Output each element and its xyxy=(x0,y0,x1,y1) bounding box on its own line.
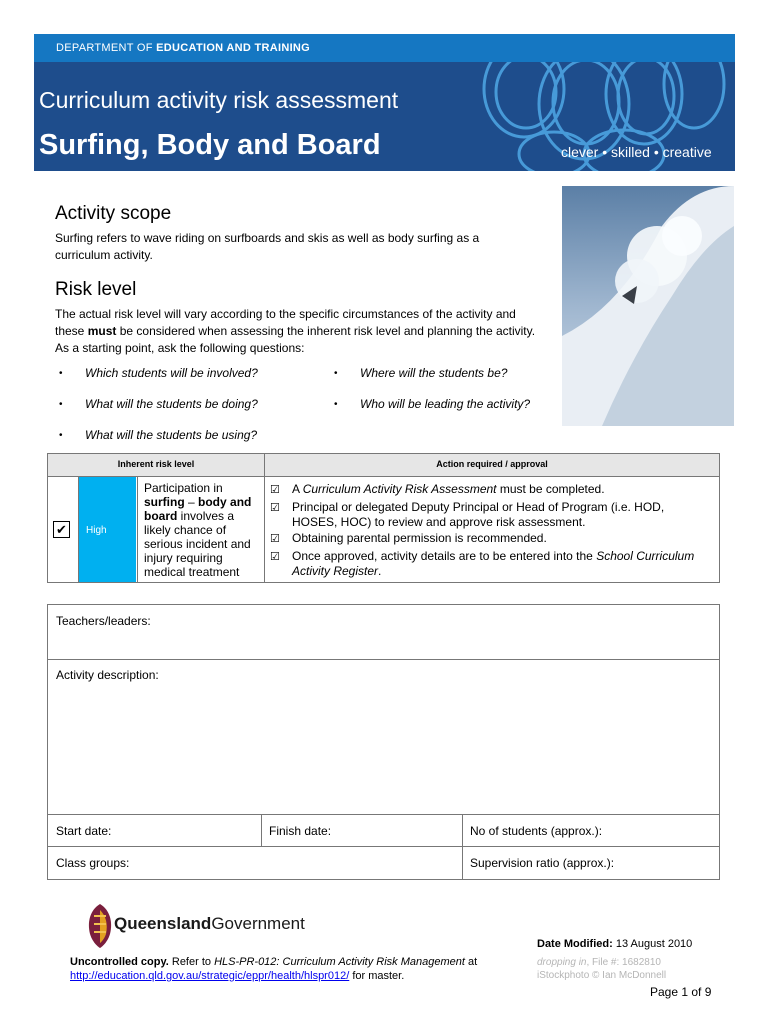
bullet-icon: • xyxy=(59,368,63,379)
risk-level-label: High xyxy=(86,525,107,536)
column-divider xyxy=(137,476,138,582)
action-item: Obtaining parental permission is recommended. xyxy=(292,531,547,545)
header-inherent-risk: Inherent risk level xyxy=(117,459,195,469)
queensland-crest-logo xyxy=(86,902,114,950)
risk-description: Participation in surfing – body and board involves a likely chance of serious incident and injury requiring medical treatment xyxy=(144,481,252,579)
risk-level-heading: Risk level xyxy=(55,279,137,300)
action-item: Principal or delegated Deputy Principal or Head of Program (i.e. HOD, HOSES, HOC) to review and approve risk assessment. xyxy=(292,500,665,529)
header-banner xyxy=(34,34,735,171)
document-subtitle: Curriculum activity risk assessment xyxy=(39,87,399,113)
action-item: A Curriculum Activity Risk Assessment must be completed. xyxy=(292,482,605,496)
class-groups-field[interactable]: Class groups: xyxy=(56,856,130,870)
risk-level-text: The actual risk level will vary according to the specific circumstances of the activity and these must be considered when assessing the inherent risk level and planning the activity. As a starting point, ask the following questions: xyxy=(55,307,536,355)
department-strip xyxy=(34,34,735,62)
row-divider xyxy=(48,659,719,660)
row-divider xyxy=(48,814,719,815)
risk-checkbox[interactable]: ✔ xyxy=(53,521,70,538)
page-number: Page 1 of 9 xyxy=(650,985,712,999)
bullet-icon: • xyxy=(334,368,338,379)
num-students-field[interactable]: No of students (approx.): xyxy=(470,824,603,838)
queensland-government-logo-text: QueenslandGovernment xyxy=(114,914,305,933)
master-document-link[interactable]: http://education.qld.gov.au/strategic/eppr/health/hlspr012/ xyxy=(70,970,350,982)
tagline: clever • skilled • creative xyxy=(561,144,712,160)
checkbox-ticked-icon: ☑ xyxy=(270,551,280,563)
action-item: Once approved, activity details are to be entered into the School Curriculum Activity Register. xyxy=(292,549,695,578)
row-divider xyxy=(48,846,719,847)
document-title: Surfing, Body and Board xyxy=(39,129,381,161)
risk-table xyxy=(47,453,720,583)
column-divider xyxy=(261,814,262,846)
question-item: Which students will be involved? xyxy=(85,366,258,380)
department-name: DEPARTMENT OF EDUCATION AND TRAINING xyxy=(56,42,311,54)
risk-level-cell xyxy=(79,477,136,582)
header-action-required: Action required / approval xyxy=(436,459,548,469)
finish-date-field[interactable]: Finish date: xyxy=(269,824,332,838)
activity-scope-heading: Activity scope xyxy=(55,203,172,224)
checkbox-ticked-icon: ☑ xyxy=(270,484,280,496)
date-modified: Date Modified: 13 August 2010 xyxy=(537,938,693,950)
activity-form xyxy=(47,604,720,880)
question-item: What will the students be using? xyxy=(85,428,258,442)
bullet-icon: • xyxy=(59,430,63,441)
question-item: What will the students be doing? xyxy=(85,397,258,411)
surfing-photo xyxy=(562,186,734,426)
bullet-icon: • xyxy=(334,399,338,410)
photo-credit: dropping in, File #: 1682810 iStockphoto © Ian McDonnell xyxy=(537,957,667,981)
risk-table-header xyxy=(48,454,719,477)
column-divider xyxy=(264,454,265,582)
column-divider xyxy=(462,814,463,879)
start-date-field[interactable]: Start date: xyxy=(56,824,112,838)
supervision-ratio-field[interactable]: Supervision ratio (approx.): xyxy=(470,856,615,870)
teachers-field[interactable]: Teachers/leaders: xyxy=(56,614,151,628)
activity-scope-text: Surfing refers to wave riding on surfboards and skis as well as body surfing as a curriculum activity. xyxy=(55,231,480,262)
bullet-icon: • xyxy=(59,399,63,410)
checkbox-ticked-icon: ☑ xyxy=(270,533,280,545)
uncontrolled-copy-note: Uncontrolled copy. Refer to HLS-PR-012: Curriculum Activity Risk Management at http://education.qld.gov.au/strategic/eppr/health/hlspr012/ for master. xyxy=(70,956,478,982)
question-item: Where will the students be? xyxy=(360,366,508,380)
question-item: Who will be leading the activity? xyxy=(360,397,531,411)
checkbox-ticked-icon: ☑ xyxy=(270,502,280,514)
activity-description-field[interactable]: Activity description: xyxy=(56,668,159,682)
